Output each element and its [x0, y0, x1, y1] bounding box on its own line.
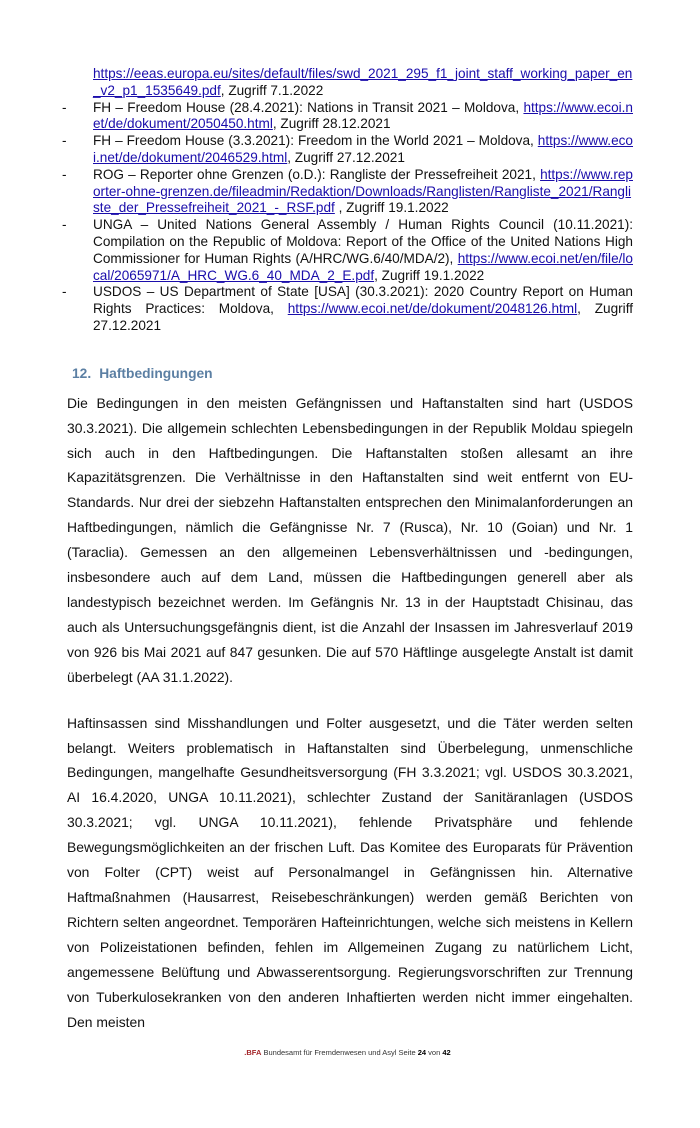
reference-text: UNGA – United Nations General Assembly / Human Rights Council (10.11.2021): Compilation on the Republic of Moldova: Report of the Office of the United Nations High Commissioner for Human Rights (A/HRC/WG.6/40/MDA/2), — [93, 217, 633, 266]
reference-item — [62, 66, 633, 100]
reference-text: FH – Freedom House (28.4.2021): Nations in Transit 2021 – Moldova, — [93, 99, 524, 115]
reference-link[interactable]: https://eeas.europa.eu/sites/default/files/swd_2021_295_f1_joint_staff_working_paper_en_v2_p1_1535649.pdf — [93, 66, 633, 98]
bullet-dash: - — [62, 99, 67, 115]
bfa-logo: .BFA — [244, 1048, 262, 1058]
reference-item — [62, 284, 633, 334]
body-paragraph: Die Bedingungen in den meisten Gefängnissen und Haftanstalten sind hart (USDOS 30.3.2021). Die allgemein schlechten Lebensbedingungen in der Republik Moldau spiegeln sich auch in den Haftbedingungen. Die Haftanstalten stoßen allesamt an ihre Kapazitätsgrenzen. Die Verhältnisse in den Haftanstalten sind weit entfernt von EU-Standards. Nur drei der siebzehn Haftanstalten entsprechen den Minimalanforderungen an Haftbedingungen, nämlich die Gefängnisse Nr. 7 (Rusca), Nr. 10 (Goian) und Nr. 1 (Taraclia). Gemessen an den allgemeinen Lebensverhältnissen und -bedingungen, insbesondere auch auf dem Land, müssen die Haftbedingungen generell aber als landestypisch bezeichnet werden. Im Gefängnis Nr. 13 in der Hauptstadt Chisinau, das auch als Untersuchungsgefängnis dient, ist die Anzahl der Insassen im Jahresverlauf 2019 von 926 bis Mai 2021 auf 847 gesunken. Die auf 570 Häftlinge ausgelegte Anstalt ist damit überbelegt (AA 31.1.2022). — [67, 394, 633, 685]
reference-item — [62, 167, 633, 217]
bullet-dash: - — [62, 166, 67, 182]
page-total: 42 — [442, 1048, 451, 1058]
section-heading — [72, 365, 633, 383]
footer-org: Bundesamt für Fremdenwesen und Asyl Seite — [261, 1048, 418, 1058]
reference-link[interactable]: https://www.reporter-ohne-grenzen.de/fileadmin/Redaktion/Downloads/Ranglisten/Rangliste_2021/Rangliste_der_Pressefreiheit_2021_-_RSF.pdf — [93, 166, 633, 216]
reference-link[interactable]: https://www.ecoi.net/de/dokument/2048126.html — [287, 301, 578, 317]
reference-link[interactable]: https://www.ecoi.net/de/dokument/2050450.html — [93, 99, 633, 132]
page-number: 24 — [417, 1048, 427, 1058]
reference-link[interactable]: https://www.ecoi.net/en/file/local/2065971/A_HRC_WG.6_40_MDA_2_E.pdf — [93, 250, 633, 283]
page-footer — [62, 1034, 633, 1128]
reference-text: ROG – Reporter ohne Grenzen (o.D.): Rangliste der Pressefreiheit 2021, — [93, 166, 541, 182]
bullet-dash: - — [62, 217, 67, 233]
access-date: , Zugriff 19.1.2022 — [374, 267, 485, 283]
reference-item — [62, 100, 633, 134]
footer-of: von — [426, 1048, 443, 1058]
reference-item — [62, 217, 633, 284]
reference-link[interactable]: https://www.ecoi.net/de/dokument/2046529.html — [93, 133, 633, 165]
reference-text: FH – Freedom House (3.3.2021): Freedom in the World 2021 – Moldova, — [93, 133, 538, 149]
bullet-dash: - — [62, 284, 67, 300]
access-date: , Zugriff 7.1.2022 — [220, 82, 324, 98]
access-date: , Zugriff 19.1.2022 — [334, 200, 449, 216]
access-date: , Zugriff 27.12.2021 — [93, 301, 633, 333]
section-number: 12. — [72, 365, 92, 381]
reference-list — [62, 66, 633, 335]
access-date: , Zugriff 27.12.2021 — [287, 149, 405, 165]
bullet-dash: - — [62, 133, 67, 149]
section-title: Haftbedingungen — [99, 365, 213, 381]
body-paragraph: Haftinsassen sind Misshandlungen und Folter ausgesetzt, und die Täter werden selten belangt. Weiters problematisch in Haftanstalten sind Überbelegung, unmenschliche Bedingungen, mangelhafte Gesundheitsversorgung (FH 3.3.2021; vgl. USDOS 30.3.2021, AI 16.4.2020, UNGA 10.11.2021), schlechter Zustand der Sanitäranlagen (USDOS 30.3.2021; vgl. UNGA 10.11.2021), fehlende Privatsphäre und fehlende Bewegungsmöglichkeiten an der frischen Luft. Das Komitee des Europarats für Prävention von Folter (CPT) weist auf Personalmangel in Gefängnissen hin. Alternative Haftmaßnahmen (Hausarrest, Reisebeschränkungen) werden gemäß Berichten von Richtern selten angeordnet. Temporären Hafteinrichtungen, welche sich meistens in Kellern von Polizeistationen befinden, fehlen im Allgemeinen Zugang zu natürlichem Licht, angemessene Belüftung und Abwasserentsorgung. Regierungsvorschriften zur Trennung von Tuberkulosekranken von den anderen Inhaftierten werden nicht immer eingehalten. Den meisten — [67, 714, 633, 1030]
reference-item — [62, 133, 633, 167]
access-date: , Zugriff 28.12.2021 — [272, 116, 391, 132]
reference-text: USDOS – US Department of State [USA] (30.3.2021): 2020 Country Report on Human Rights Practices: Moldova, — [93, 284, 633, 317]
